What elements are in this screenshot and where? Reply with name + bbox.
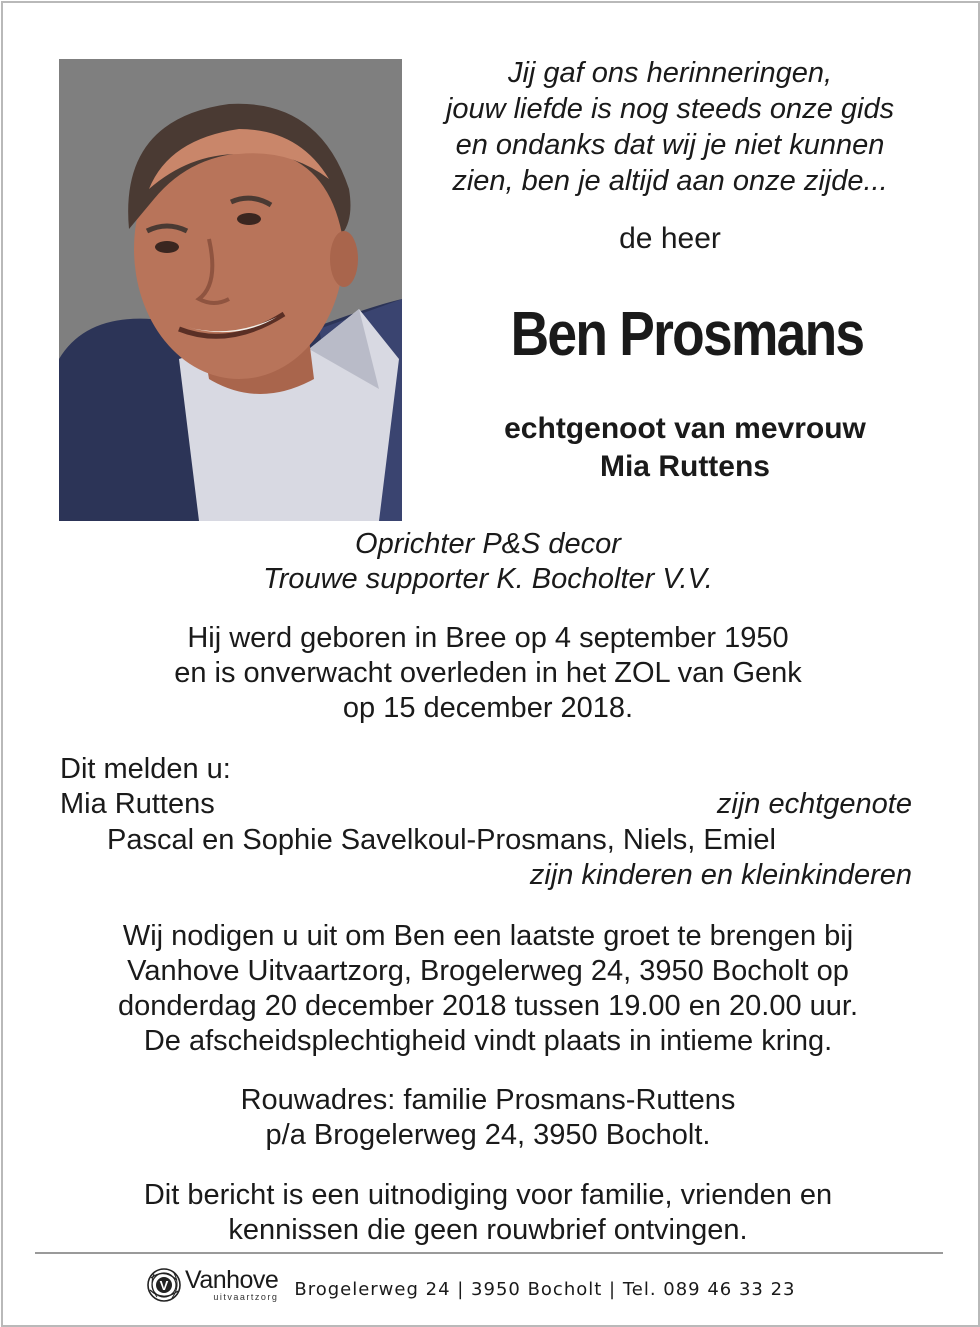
poem-line: zien, ben je altijd aan onze zijde... <box>452 165 888 197</box>
announcer-children: Pascal en Sophie Savelkoul-Prosmans, Niels, Emiel <box>107 824 776 856</box>
announcer-spouse-relation: zijn echtgenote <box>716 788 912 820</box>
notice-line: kennissen die geen rouwbrief ontvingen. <box>228 1214 748 1246</box>
announcer-children-relation: zijn kinderen en kleinkinderen <box>529 859 912 891</box>
spouse-block <box>415 410 955 486</box>
portrait-illustration <box>59 59 402 521</box>
address-block <box>0 1083 976 1153</box>
role-line: Trouwe supporter K. Bocholter V.V. <box>263 563 713 595</box>
vanhove-logo-icon <box>145 1266 183 1304</box>
address-line: Rouwadres: familie Prosmans-Ruttens <box>240 1084 736 1116</box>
announcers-intro: Dit melden u: <box>60 753 231 785</box>
brand-sub: uitvaartzorg <box>213 1291 279 1302</box>
footer-divider <box>35 1252 943 1254</box>
invitation-line: Wij nodigen u uit om Ben een laatste groet te brengen bij <box>122 920 854 952</box>
role-line: Oprichter P&S decor <box>355 528 621 560</box>
life-block <box>0 621 976 726</box>
notice-block <box>0 1178 976 1248</box>
poem-line: Jij gaf ons herinneringen, <box>507 57 833 89</box>
address-line: p/a Brogelerweg 24, 3950 Bocholt. <box>265 1119 711 1151</box>
brand-name: Vanhove <box>185 1265 279 1294</box>
invitation-line: donderdag 20 december 2018 tussen 19.00 en 20.00 uur. <box>117 990 859 1022</box>
portrait-photo <box>59 59 402 521</box>
announcer-row-spouse <box>60 787 912 822</box>
logo-letter: V <box>159 1277 169 1293</box>
poem-line: jouw liefde is nog steeds onze gids <box>445 93 895 125</box>
invitation-block <box>0 919 976 1059</box>
life-line: op 15 december 2018. <box>342 692 634 724</box>
poem-line: en ondanks dat wij je niet kunnen <box>455 129 885 161</box>
invitation-line: De afscheidsplechtigheid vindt plaats in intieme kring. <box>143 1025 833 1057</box>
brand <box>185 1265 279 1302</box>
announcer-spouse-name: Mia Ruttens <box>60 788 215 820</box>
life-line: Hij werd geboren in Bree op 4 september 1950 <box>187 622 789 654</box>
life-line: en is onverwacht overleden in het ZOL van Genk <box>174 657 802 689</box>
title-prefix: de heer <box>619 222 721 255</box>
poem <box>415 55 925 199</box>
spouse-line-2: Mia Ruttens <box>599 450 770 483</box>
roles-block <box>0 527 976 597</box>
spouse-line-1: echtgenoot van mevrouw <box>504 412 866 445</box>
notice-line: Dit bericht is een uitnodiging voor familie, vrienden en <box>143 1179 833 1211</box>
invitation-line: Vanhove Uitvaartzorg, Brogelerweg 24, 3950 Bocholt op <box>127 955 849 987</box>
footer-contact: Brogelerweg 24 | 3950 Bocholt | Tel. 089 46 33 23 <box>294 1279 796 1300</box>
deceased-name: Ben Prosmans <box>510 300 864 369</box>
footer <box>145 1262 796 1307</box>
